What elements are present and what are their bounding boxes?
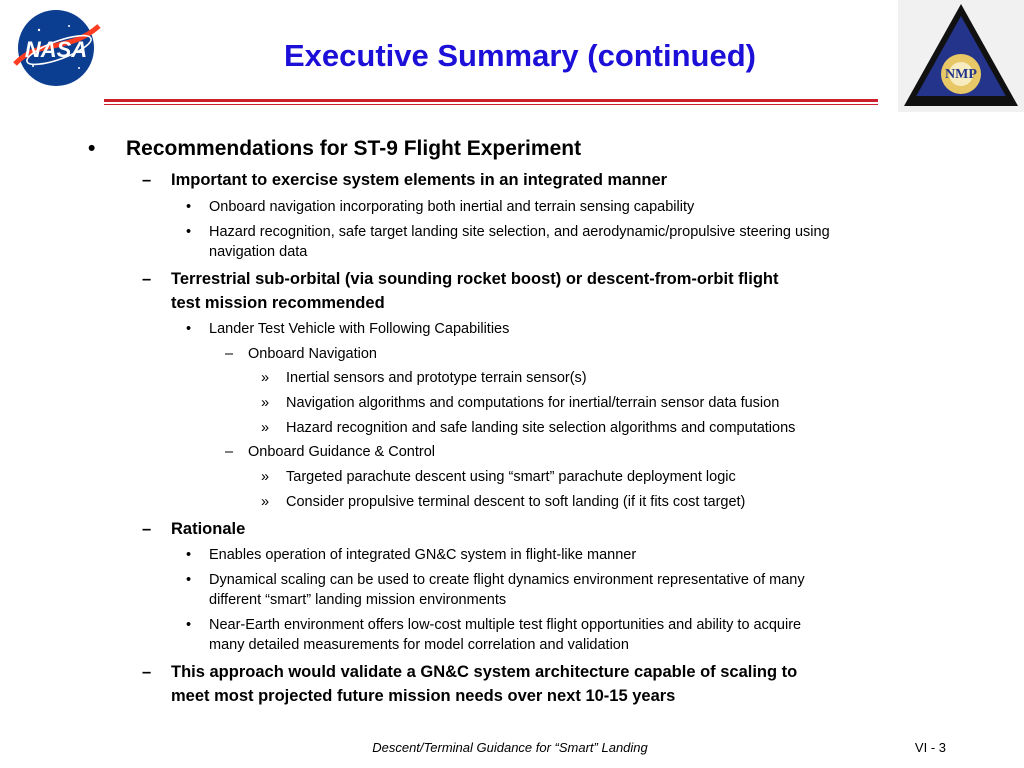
section-approach-continuation: meet most projected future mission needs over next 10-15 years bbox=[171, 687, 676, 705]
bullet-marker: • bbox=[186, 321, 192, 337]
nmp-logo bbox=[898, 0, 1024, 112]
list-item: Hazard recognition and safe landing site selection algorithms and computations bbox=[286, 420, 796, 436]
chevron-marker: » bbox=[261, 420, 270, 436]
section-integrated: Important to exercise system elements in an integrated manner bbox=[171, 171, 668, 189]
footer-title: Descent/Terminal Guidance for “Smart” Landing bbox=[372, 740, 648, 755]
dash-marker: – bbox=[225, 444, 234, 460]
dash-marker: – bbox=[142, 520, 152, 538]
svg-text:NMP: NMP bbox=[945, 67, 977, 82]
list-item: Navigation algorithms and computations for inertial/terrain sensor data fusion bbox=[286, 395, 780, 411]
bullet-marker: • bbox=[186, 224, 192, 240]
section-approach: This approach would validate a GN&C system architecture capable of scaling to bbox=[171, 663, 798, 681]
list-item-continuation: different “smart” landing mission environments bbox=[209, 592, 507, 608]
list-item-continuation: navigation data bbox=[209, 244, 308, 260]
page-number: VI - 3 bbox=[914, 740, 946, 755]
dash-marker: – bbox=[225, 346, 234, 362]
sub-heading-guidance: Onboard Guidance & Control bbox=[248, 444, 435, 460]
dash-marker: – bbox=[142, 270, 152, 288]
slide-title: Executive Summary (continued) bbox=[283, 38, 756, 73]
section-terrestrial-continuation: test mission recommended bbox=[171, 294, 385, 312]
nasa-logo bbox=[9, 8, 103, 88]
list-item: Near-Earth environment offers low-cost multiple test flight opportunities and ability to acquire bbox=[209, 617, 802, 633]
list-item: Hazard recognition, safe target landing site selection, and aerodynamic/propulsive steering using bbox=[209, 224, 830, 240]
list-item: Enables operation of integrated GN&C system in flight-like manner bbox=[209, 547, 637, 563]
list-item: Consider propulsive terminal descent to soft landing (if it fits cost target) bbox=[286, 494, 746, 510]
chevron-marker: » bbox=[261, 469, 270, 485]
sub-heading-navigation: Onboard Navigation bbox=[248, 346, 377, 362]
section-terrestrial: Terrestrial sub-orbital (via sounding rocket boost) or descent-from-orbit flight bbox=[171, 270, 779, 288]
heading-recommendations: Recommendations for ST-9 Flight Experiment bbox=[126, 137, 582, 160]
list-item: Targeted parachute descent using “smart” parachute deployment logic bbox=[286, 469, 736, 485]
list-item-continuation: many detailed measurements for model correlation and validation bbox=[209, 637, 629, 653]
bullet-marker: • bbox=[186, 199, 192, 215]
list-item: Inertial sensors and prototype terrain sensor(s) bbox=[286, 370, 587, 386]
svg-text:NASA: NASA bbox=[24, 37, 88, 62]
bullet-marker: • bbox=[186, 547, 192, 563]
title-rule bbox=[104, 99, 878, 102]
list-item: Onboard navigation incorporating both inertial and terrain sensing capability bbox=[209, 199, 695, 215]
bullet-marker: • bbox=[186, 617, 192, 633]
section-rationale: Rationale bbox=[171, 520, 246, 538]
bullet-marker: • bbox=[186, 572, 192, 588]
list-item: Dynamical scaling can be used to create flight dynamics environment representative of many bbox=[209, 572, 805, 588]
bullet-marker: • bbox=[88, 137, 96, 160]
chevron-marker: » bbox=[261, 494, 270, 510]
dash-marker: – bbox=[142, 663, 152, 681]
list-item: Lander Test Vehicle with Following Capabilities bbox=[209, 321, 510, 337]
chevron-marker: » bbox=[261, 370, 270, 386]
chevron-marker: » bbox=[261, 395, 270, 411]
title-rule-thin bbox=[104, 104, 878, 105]
dash-marker: – bbox=[142, 171, 152, 189]
